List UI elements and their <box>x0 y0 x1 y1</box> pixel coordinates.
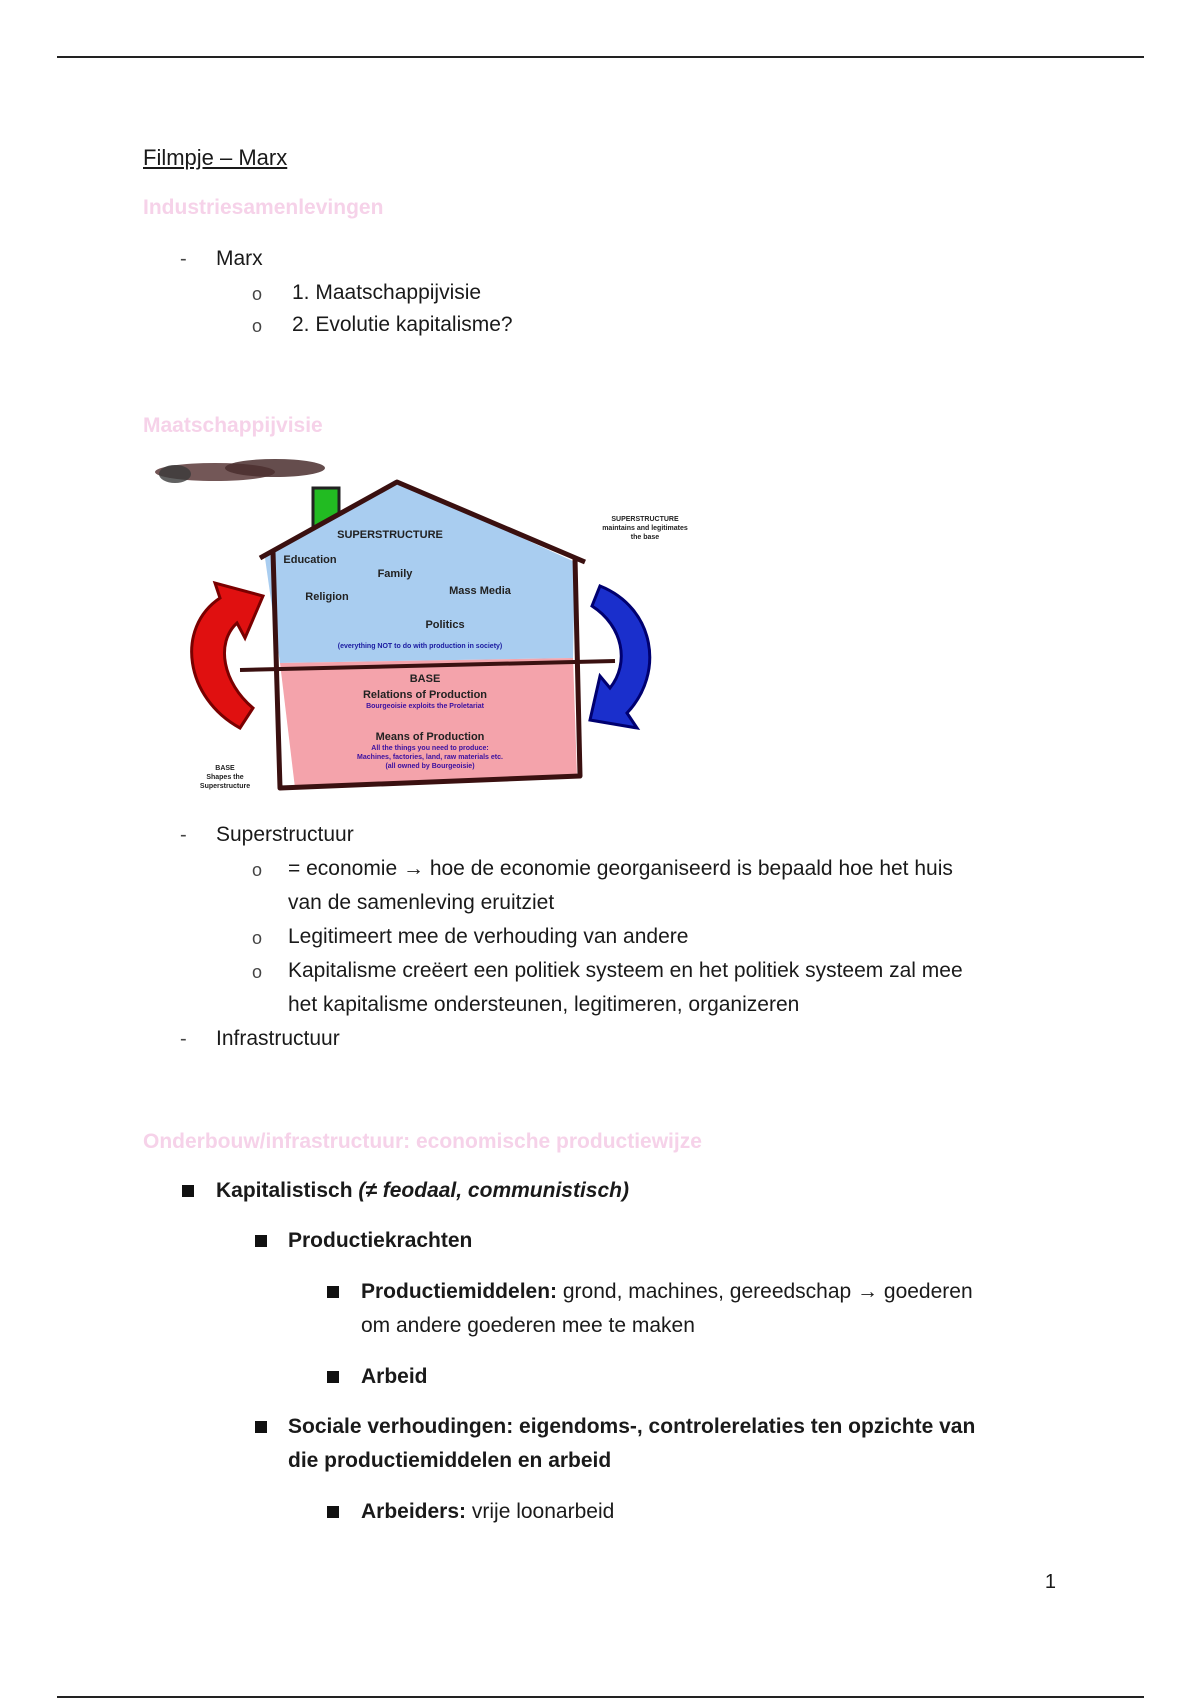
diagram-relations-note: Bourgeoisie exploits the Proletariat <box>366 703 484 710</box>
square-bullet <box>327 1371 339 1383</box>
super-point-3b: het kapitalisme ondersteunen, legitimeren, organizeren <box>288 993 800 1016</box>
superstructure-maintains-arrow-icon <box>590 586 650 728</box>
circle-bullet: o <box>252 284 263 304</box>
super-point-3a: Kapitalisme creëert een politiek systeem en het politiek systeem zal mee <box>288 959 963 982</box>
square-bullet <box>255 1235 267 1247</box>
super-point-1b: van de samenleving eruitziet <box>288 891 555 914</box>
heading-industriesamenlevingen: Industriesamenlevingen <box>143 196 384 219</box>
diagram-education-label: Education <box>283 554 337 566</box>
list-item-sociale-verhoudingen-1: Sociale verhoudingen: eigendoms-, controlerelaties ten opzichte van <box>288 1415 976 1438</box>
list-item-sociale-verhoudingen-2: die productiemiddelen en arbeid <box>288 1449 612 1472</box>
smoke-icon <box>155 459 325 483</box>
diagram-super-note: (everything NOT to do with production in society) <box>337 643 503 650</box>
diagram-base-label: BASE <box>409 673 441 685</box>
square-bullet <box>255 1421 267 1433</box>
sub-item-maatschappijvisie: 1. Maatschappijvisie <box>292 281 482 304</box>
diagram-right-label-1: SUPERSTRUCTURE <box>611 516 679 523</box>
kapitalistisch-bold: Kapitalistisch <box>216 1179 359 1202</box>
square-bullet <box>327 1506 339 1518</box>
diagram-left-label-1: BASE <box>215 765 235 772</box>
circle-bullet: o <box>252 928 263 948</box>
diagram-relations-label: Relations of Production <box>362 689 488 701</box>
list-item-productiekrachten: Productiekrachten <box>288 1229 473 1252</box>
base-shapes-arrow-icon <box>192 583 263 728</box>
diagram-right-label-3: the base <box>630 534 660 541</box>
productiemiddelen-bold: Productiemiddelen: <box>361 1280 558 1303</box>
diagram-right-label-2: maintains and legitimates <box>602 525 688 532</box>
dash-bullet: - <box>180 248 187 270</box>
page-number: 1 <box>1044 1571 1056 1593</box>
square-bullet <box>327 1286 339 1298</box>
diagram-family-label: Family <box>377 568 413 580</box>
diagram-means-note3: (all owned by Bourgeoisie) <box>385 763 475 770</box>
list-item-productiemiddelen <box>361 1275 973 1309</box>
top-rule <box>57 56 1144 58</box>
list-item-infrastructuur: Infrastructuur <box>216 1027 340 1050</box>
circle-bullet: o <box>252 962 263 982</box>
heading-maatschappijvisie: Maatschappijvisie <box>143 414 323 437</box>
sub-item-evolutie: 2. Evolutie kapitalisme? <box>292 313 513 336</box>
list-item-marx: Marx <box>216 247 263 270</box>
productiemiddelen-text: grond, machines, gereedschap → goederen <box>557 1280 973 1303</box>
diagram-superstructure-label: SUPERSTRUCTURE <box>337 529 443 541</box>
diagram-left-label-2: Shapes the <box>206 774 244 781</box>
diagram-religion-label: Religion <box>305 591 349 603</box>
diagram-means-note2: Machines, factories, land, raw materials etc. <box>357 754 503 761</box>
productiemiddelen-text-2: om andere goederen mee te maken <box>361 1314 695 1337</box>
diagram-means-note1: All the things you need to produce: <box>371 745 489 752</box>
arbeiders-text: vrije loonarbeid <box>466 1500 615 1523</box>
diagram-mass-media-label: Mass Media <box>449 585 511 597</box>
kapitalistisch-italic: (≠ feodaal, communistisch) <box>358 1179 629 1202</box>
arbeiders-bold: Arbeiders: <box>361 1500 467 1523</box>
heading-onderbouw: Onderbouw/infrastructuur: economische productiewijze <box>143 1130 702 1153</box>
circle-bullet: o <box>252 316 263 336</box>
circle-bullet: o <box>252 860 263 880</box>
diagram-politics-label: Politics <box>425 619 465 631</box>
bottom-rule <box>57 1696 1144 1698</box>
super-point-2: Legitimeert mee de verhouding van andere <box>288 925 689 948</box>
list-item-arbeiders <box>361 1495 614 1529</box>
diagram-means-label: Means of Production <box>375 731 485 743</box>
diagram-left-label-3: Superstructure <box>199 783 251 790</box>
dash-bullet: - <box>180 1028 187 1050</box>
document-title: Filmpje – Marx <box>143 145 288 170</box>
square-bullet <box>182 1185 194 1197</box>
list-item-superstructuur: Superstructuur <box>216 823 354 846</box>
dash-bullet: - <box>180 824 187 846</box>
super-point-1a: = economie → hoe de economie georganiseerd is bepaald hoe het huis <box>288 857 953 880</box>
list-item-arbeid: Arbeid <box>361 1365 428 1388</box>
list-item-kapitalistisch <box>216 1174 629 1208</box>
base-superstructure-diagram <box>145 458 705 798</box>
